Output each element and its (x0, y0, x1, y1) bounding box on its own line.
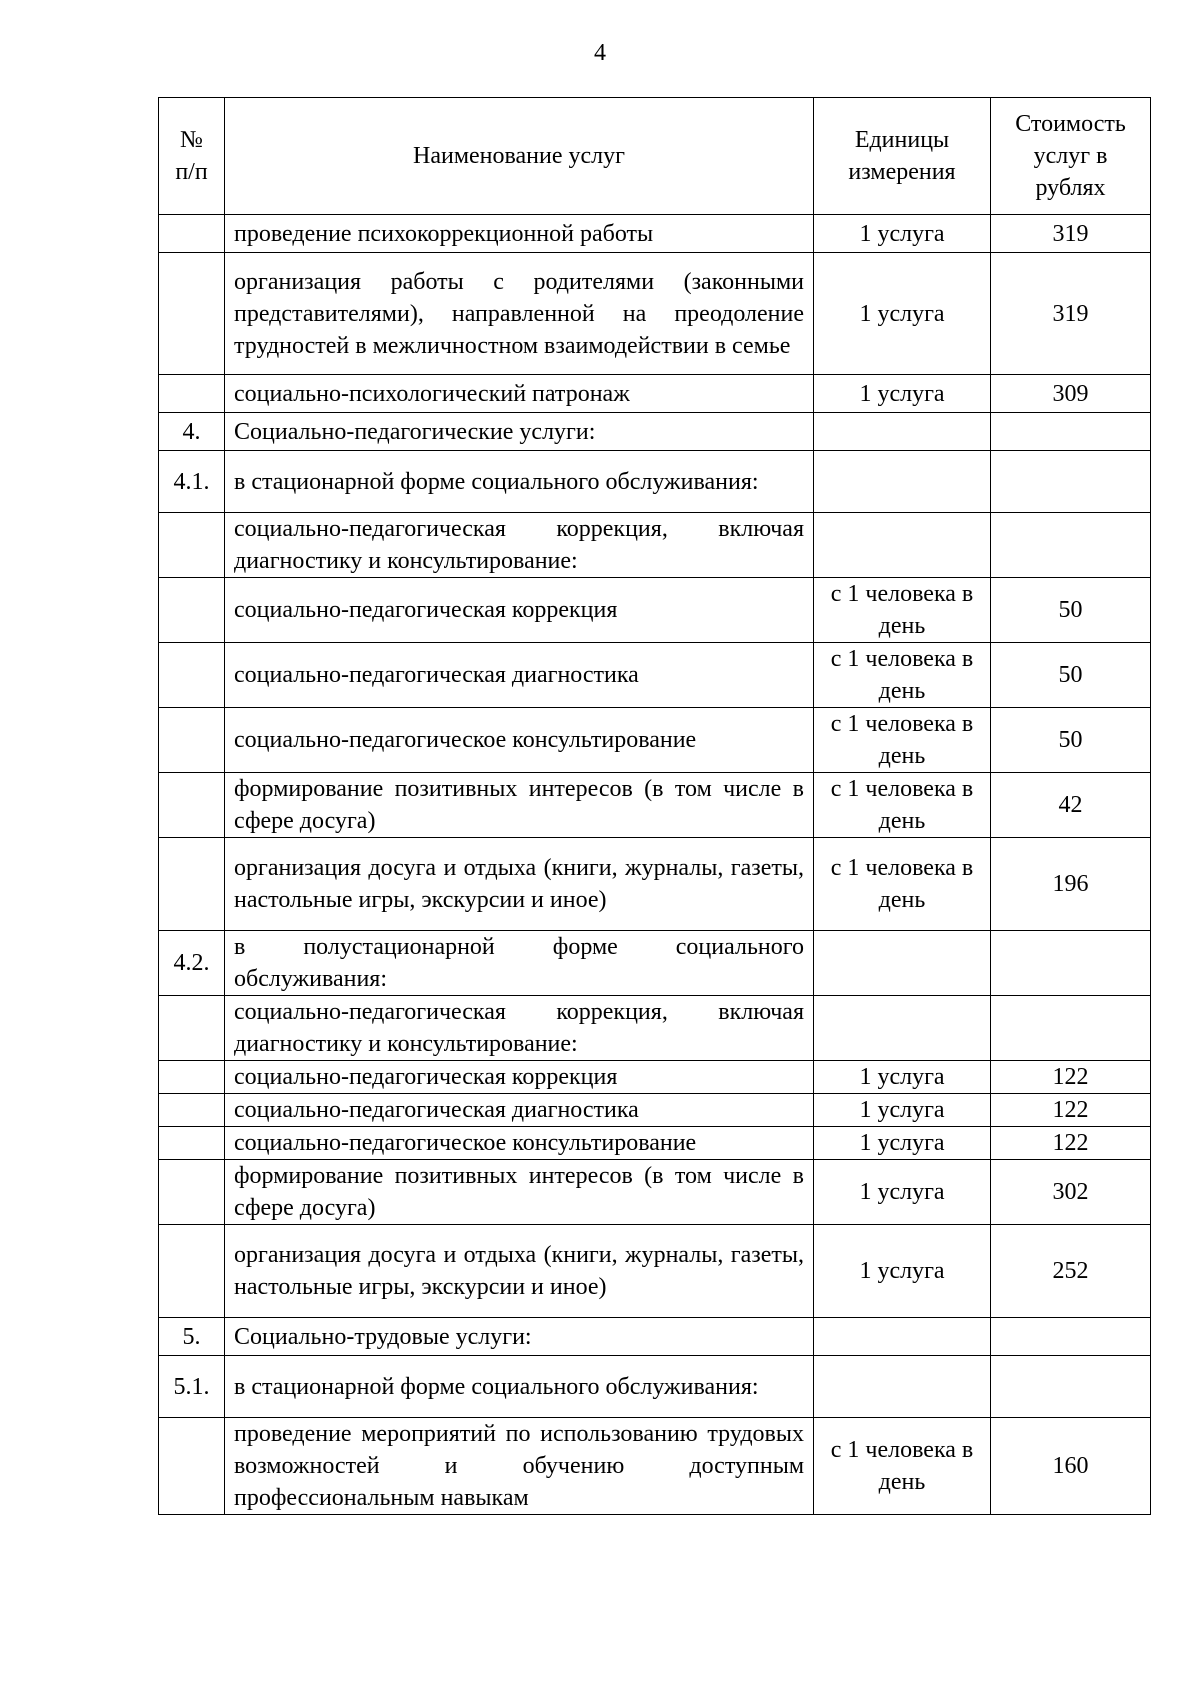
cell-price: 42 (991, 773, 1151, 838)
cell-price: 160 (991, 1418, 1151, 1515)
cell-unit: с 1 человека в день (814, 773, 991, 838)
cell-num (159, 643, 225, 708)
cell-name: социально-педагогическая коррекция, включая диагностику и консультирование: (225, 996, 814, 1061)
cell-unit: 1 услуга (814, 1127, 991, 1160)
cell-num: 4. (159, 413, 225, 451)
cell-name: социально-педагогическая коррекция (225, 578, 814, 643)
cell-price (991, 1356, 1151, 1418)
cell-name: формирование позитивных интересов (в том числе в сфере досуга) (225, 773, 814, 838)
cell-price (991, 451, 1151, 513)
cell-name: социально-педагогическая диагностика (225, 1094, 814, 1127)
table-row (159, 1356, 1151, 1418)
header-unit: Единицы измерения (814, 98, 991, 215)
services-price-table (158, 97, 1151, 1515)
table-row (159, 375, 1151, 413)
cell-price: 122 (991, 1094, 1151, 1127)
cell-price: 50 (991, 643, 1151, 708)
cell-num (159, 578, 225, 643)
cell-name: социально-педагогическое консультирование (225, 708, 814, 773)
cell-unit: 1 услуга (814, 253, 991, 375)
cell-num (159, 1061, 225, 1094)
table-row (159, 996, 1151, 1061)
cell-num: 4.1. (159, 451, 225, 513)
cell-num (159, 215, 225, 253)
cell-name: социально-педагогическая диагностика (225, 643, 814, 708)
cell-name: социально-педагогическая коррекция, включая диагностику и консультирование: (225, 513, 814, 578)
cell-name: Социально-педагогические услуги: (225, 413, 814, 451)
cell-name: проведение мероприятий по использованию трудовых возможностей и обучению доступным профессиональным навыкам (225, 1418, 814, 1515)
cell-name: формирование позитивных интересов (в том числе в сфере досуга) (225, 1160, 814, 1225)
cell-price (991, 996, 1151, 1061)
cell-price: 319 (991, 215, 1151, 253)
table-row (159, 253, 1151, 375)
cell-unit: 1 услуга (814, 375, 991, 413)
table-row (159, 708, 1151, 773)
cell-unit: 1 услуга (814, 1225, 991, 1318)
table-row (159, 513, 1151, 578)
cell-price (991, 1318, 1151, 1356)
cell-num (159, 375, 225, 413)
cell-num (159, 1160, 225, 1225)
cell-unit (814, 451, 991, 513)
cell-name: организация досуга и отдыха (книги, журналы, газеты, настольные игры, экскурсии и иное) (225, 838, 814, 931)
table-row (159, 215, 1151, 253)
cell-unit: с 1 человека в день (814, 578, 991, 643)
cell-price: 319 (991, 253, 1151, 375)
cell-unit: 1 услуга (814, 1061, 991, 1094)
cell-name: проведение психокоррекционной работы (225, 215, 814, 253)
table-row (159, 1225, 1151, 1318)
cell-num (159, 773, 225, 838)
cell-name: в стационарной форме социального обслуживания: (225, 451, 814, 513)
cell-unit: с 1 человека в день (814, 1418, 991, 1515)
cell-price: 50 (991, 708, 1151, 773)
cell-name: социально-педагогическая коррекция (225, 1061, 814, 1094)
page-number: 4 (594, 40, 606, 66)
cell-price: 252 (991, 1225, 1151, 1318)
cell-name: Социально-трудовые услуги: (225, 1318, 814, 1356)
table-row (159, 1418, 1151, 1515)
cell-name: организация досуга и отдыха (книги, журналы, газеты, настольные игры, экскурсии и иное) (225, 1225, 814, 1318)
cell-num (159, 1094, 225, 1127)
cell-unit: с 1 человека в день (814, 838, 991, 931)
cell-price: 122 (991, 1061, 1151, 1094)
cell-unit: с 1 человека в день (814, 643, 991, 708)
table-row (159, 1318, 1151, 1356)
cell-price: 50 (991, 578, 1151, 643)
table-row (159, 931, 1151, 996)
cell-unit (814, 513, 991, 578)
table-row (159, 838, 1151, 931)
header-price: Стоимость услуг в рублях (991, 98, 1151, 215)
cell-num (159, 513, 225, 578)
cell-price (991, 413, 1151, 451)
table-row (159, 413, 1151, 451)
header-name: Наименование услуг (225, 98, 814, 215)
cell-num (159, 1418, 225, 1515)
cell-price: 302 (991, 1160, 1151, 1225)
table-row (159, 643, 1151, 708)
cell-num (159, 838, 225, 931)
cell-num (159, 253, 225, 375)
cell-num: 5. (159, 1318, 225, 1356)
cell-unit (814, 1356, 991, 1418)
cell-unit (814, 931, 991, 996)
cell-price: 122 (991, 1127, 1151, 1160)
cell-price: 196 (991, 838, 1151, 931)
table-row (159, 451, 1151, 513)
cell-unit (814, 996, 991, 1061)
cell-unit: 1 услуга (814, 1160, 991, 1225)
cell-unit (814, 1318, 991, 1356)
cell-name: в полустационарной форме социального обслуживания: (225, 931, 814, 996)
cell-name: организация работы с родителями (законными представителями), направленной на преодоление трудностей в межличностном взаимодействии в семье (225, 253, 814, 375)
cell-unit: 1 услуга (814, 1094, 991, 1127)
cell-unit: с 1 человека в день (814, 708, 991, 773)
table-body (159, 215, 1151, 1515)
cell-price: 309 (991, 375, 1151, 413)
cell-num: 5.1. (159, 1356, 225, 1418)
cell-num (159, 996, 225, 1061)
cell-num (159, 1225, 225, 1318)
table-row (159, 1061, 1151, 1094)
cell-name: социально-педагогическое консультирование (225, 1127, 814, 1160)
cell-name: социально-психологический патронаж (225, 375, 814, 413)
table-row (159, 1094, 1151, 1127)
table-row (159, 1160, 1151, 1225)
cell-price (991, 513, 1151, 578)
header-num: № п/п (159, 98, 225, 215)
cell-num: 4.2. (159, 931, 225, 996)
cell-unit (814, 413, 991, 451)
cell-num (159, 708, 225, 773)
table-row (159, 1127, 1151, 1160)
table-row (159, 578, 1151, 643)
cell-unit: 1 услуга (814, 215, 991, 253)
table-header-row (159, 98, 1151, 215)
cell-name: в стационарной форме социального обслуживания: (225, 1356, 814, 1418)
cell-num (159, 1127, 225, 1160)
table-row (159, 773, 1151, 838)
cell-price (991, 931, 1151, 996)
